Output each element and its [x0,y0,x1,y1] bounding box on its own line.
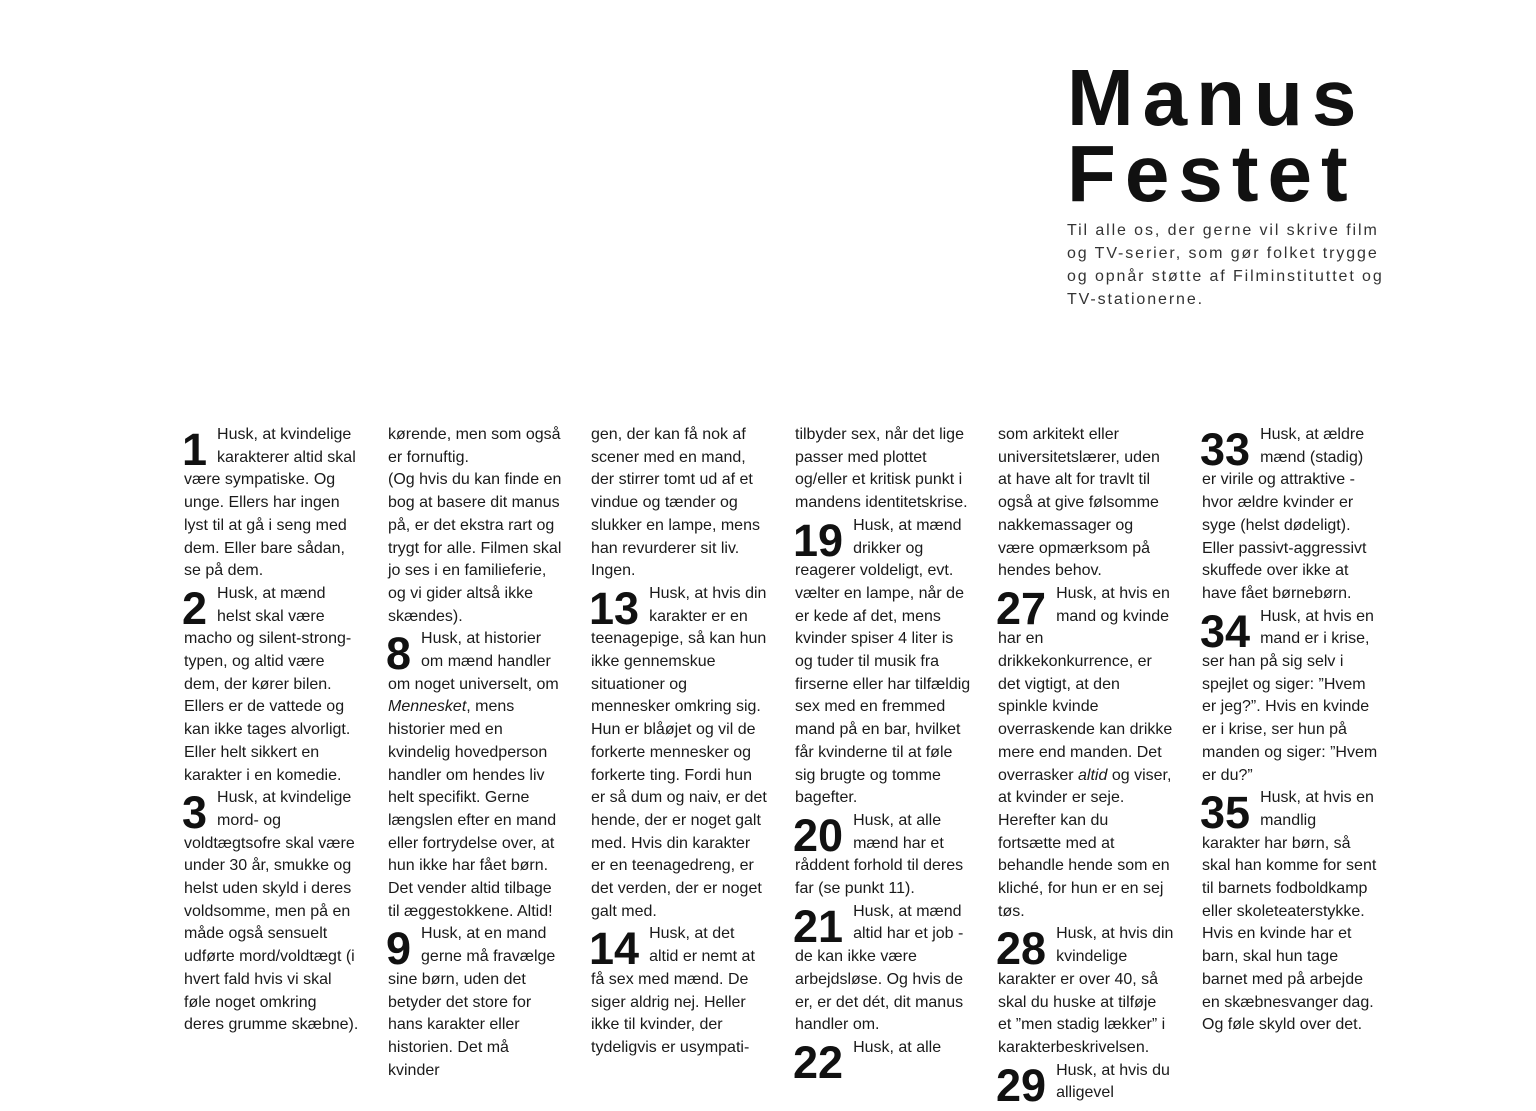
text-column-1 [184,424,360,1037]
item-text: Husk, at kvindelige karakterer altid skal være sympatiske. Og unge. Ellers har ingen lyst til at gå i seng med dem. Eller bare sådan, se på dem. [184,426,356,580]
list-item [998,923,1174,1059]
item-text: Husk, at en mand gerne må fravælge sine børn, uden det betyder det store for hans karakter eller historien. Det må kvinder [388,925,556,1079]
continued-text: tilbyder sex, når det lige passer med plottet og/eller et kritisk punkt i mandens identitetskrise. [795,426,968,512]
item-text: Husk, at mænd altid har et job - de kan ikke være arbejdsløse. Og hvis de er, er det dét, dit manus handler om. [795,902,964,1034]
text-column-5 [996,424,1174,1111]
continued-text: som arkitekt eller universitetslærer, uden at have alt for travlt til også at give følsomme nakkemassager og være opmærksom på hendes behov. [998,426,1160,580]
continued-text: kørende, men som også er fornuftig. [388,426,561,466]
list-item [388,628,564,923]
item-number: 2 [182,582,208,634]
list-item [184,583,360,787]
text-column-4 [793,424,971,1088]
item-text: Husk, at hvis en mandlig karakter har børn, så skal han komme for sent til barnets fodboldkamp eller skoleteaterstykke. Hvis en kvinde har et barn, skal hun tage barnet med på arbejde en skæbnesvanger dag. Og føle skyld over det. [1202,789,1377,1034]
list-item [388,923,564,1082]
title-line-2: Festet [1067,129,1357,218]
item-text: Husk, at hvis din karakter er en teenagepige, så kan hun ikke gennemskue situationer og mennesker omkring sig. Hun er blåøjet og vil de forkerte mennesker og forkerte ting. Fordi hun er så dum og naiv, er det hende, der er noget galt med. Hvis din karakter er en teenagedreng, er det verden, der er noget galt med. [591,584,767,920]
item-number: 29 [996,1059,1047,1111]
item-number: 13 [589,582,640,634]
item-number: 19 [793,514,844,566]
item-number: 27 [996,582,1047,634]
list-item [1202,787,1378,1037]
parenthetical-text: (Og hvis du kan finde en bog at basere dit manus på, er det ekstra rart og trygt for alle. Filmen skal jo ses i en familieferie, og vi gider altså ikke skændes). [388,471,562,625]
item-number: 28 [996,923,1047,975]
list-item [795,810,971,901]
list-item [1202,606,1378,788]
item-emphasis: altid [1078,766,1108,784]
list-item [1202,424,1378,606]
item-number: 34 [1200,605,1251,657]
item-text: , mens historier med en kvindelig hovedperson handler om hendes liv helt specifikt. Gerne længslen efter en mand eller fortrydelse over, at hun ikke har fået børn. Det vender altid tilbage til æggestokkene. Altid! [388,698,557,920]
page-title [1067,53,1366,218]
list-item [591,923,767,1059]
item-text: Husk, at det altid er nemt at få sex med mænd. De siger aldrig nej. Heller ikke til kvinder, der tydeligvis er usympati- [591,925,755,1056]
list-item [795,515,971,810]
continued-text: gen, der kan få nok af scener med en mand, der stirrer tomt ud af et vindue og tænder og slukker en lampe, mens han revurderer sit liv. Ingen. [591,426,760,580]
item-number: 3 [182,787,208,839]
item-number: 20 [793,809,844,861]
item-text: Husk, at alle mænd har et råddent forhold til deres far (se punkt 11). [795,811,964,898]
item-number: 21 [793,900,844,952]
list-item [591,583,767,924]
text-column-6 [1202,424,1378,1037]
text-column-2 [388,424,564,1082]
item-text: Husk, at hvis din kvindelige karakter er over 40, så skal du huske at tilføje et ”men stadig lækker” i karakterbeskrivelsen. [998,925,1174,1056]
item-number: 22 [793,1036,844,1088]
item-text: Husk, at hvis en mand og kvinde har en drikkekonkurrence, er det vigtigt, at den spinkle kvinde overraskende kan drikke mere end manden. Det overrasker [998,584,1173,784]
item-text: Husk, at historier om mænd handler om noget universelt, om [388,630,559,693]
item-text: og viser, at kvinder er seje. Herefter kan du fortsætte med at behandle hende som en kliché, for hun er en sej tøs. [998,766,1172,920]
item-text: Husk, at mænd helst skal være macho og silent-strong-typen, og altid være dem, der kører bilen. Ellers er de vattede og kan ikke tages alvorligt. Eller helt sikkert en karakter i en komedie. [184,584,352,784]
item-number: 14 [589,923,640,975]
page-subtitle: Til alle os, der gerne vil skrive film og TV-serier, som gør folket trygge og opnår støtte af Filminstituttet og TV-stationerne. [1067,222,1384,308]
item-emphasis: Mennesket [388,698,467,716]
item-text: Husk, at kvindelige mord- og voldtægtsofre skal være under 30 år, smukke og helst uden skyld i deres voldsomme, men på en måde også sensuelt udførte mord/voldtægt (i hvert fald hvis vi skal føle noget omkring deres grumme skæbne). [184,789,359,1034]
item-number: 8 [386,628,412,680]
item-text: Husk, at alle [853,1038,942,1056]
list-item [184,424,360,583]
item-text: Husk, at hvis du alligevel [1056,1061,1170,1102]
item-number: 33 [1200,424,1251,475]
title-line-1: Manus [1067,53,1366,142]
text-column-3 [591,424,767,1060]
item-number: 35 [1200,787,1251,839]
item-text: Husk, at ældre mænd (stadig) er virile og attraktive - hvor ældre kvinder er syge (helst dødeligt). Eller passivt-aggressivt skuffede over ikke at have fået børnebørn. [1202,426,1367,602]
item-number: 1 [182,424,208,475]
list-item [795,901,971,1037]
list-item [996,1059,1174,1111]
list-item [184,787,360,1037]
item-text: Husk, at mænd drikker og reagerer voldeligt, evt. vælter en lampe, når de er kede af det, mens kvinder spiser 4 liter is og tuder til musik fra firserne eller har tilfældig sex med en fremmed mand på en bar, hvilket får kvinderne til at føle sig brugte og tomme bagefter. [795,516,971,807]
list-item [793,1036,971,1088]
item-text: Husk, at hvis en mand er i krise, ser han på sig selv i spejlet og siger: ”Hvem er jeg?”. Hvis en kvinde er i krise, ser hun på manden og siger: ”Hvem er du?” [1202,607,1378,784]
item-number: 9 [386,923,412,975]
list-item [998,583,1174,924]
